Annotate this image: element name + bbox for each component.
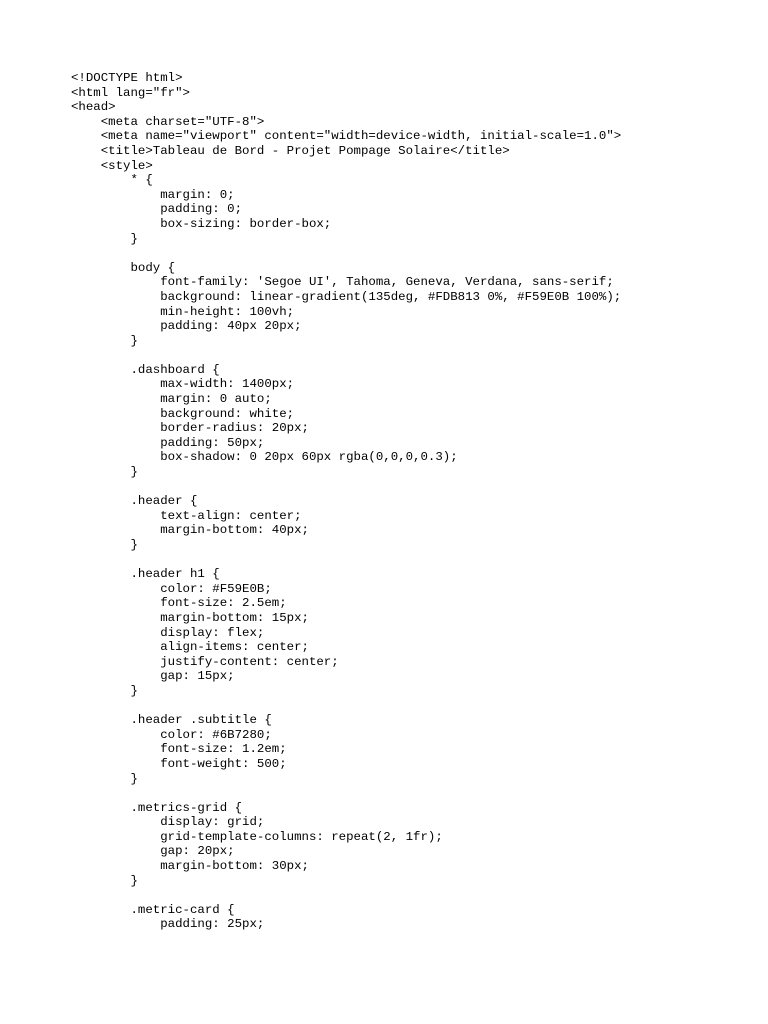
code-line <box>71 786 621 801</box>
code-line: font-family: 'Segoe UI', Tahoma, Geneva, Verdana, sans-serif; <box>71 275 614 290</box>
code-line: border-radius: 20px; <box>71 421 309 436</box>
code-line: font-weight: 500; <box>71 756 287 771</box>
code-line: padding: 25px; <box>71 917 265 932</box>
code-line: } <box>71 771 138 786</box>
code-line: .metrics-grid { <box>71 800 243 815</box>
code-line: font-size: 2.5em; <box>71 596 287 611</box>
code-line: min-height: 100vh; <box>71 304 295 319</box>
code-line: <meta charset="UTF-8"> <box>71 114 265 129</box>
code-line: text-align: center; <box>71 508 302 523</box>
code-line: } <box>71 683 138 698</box>
code-line: padding: 40px 20px; <box>71 319 302 334</box>
code-line: background: linear-gradient(135deg, #FDB813 0%, #F59E0B 100%); <box>71 289 622 304</box>
code-line: box-shadow: 0 20px 60px rgba(0,0,0,0.3); <box>71 450 458 465</box>
code-line <box>71 348 621 363</box>
code-line: <title>Tableau de Bord - Projet Pompage Solaire</title> <box>71 143 510 158</box>
code-line: padding: 0; <box>71 202 243 217</box>
code-line: align-items: center; <box>71 640 309 655</box>
code-line: <head> <box>71 100 116 115</box>
code-line: <meta name="viewport" content="width=device-width, initial-scale=1.0"> <box>71 129 622 144</box>
code-line: body { <box>71 260 176 275</box>
code-line: * { <box>71 173 153 188</box>
code-line: margin-bottom: 40px; <box>71 523 309 538</box>
code-line: grid-template-columns: repeat(2, 1fr); <box>71 829 443 844</box>
code-line: margin-bottom: 15px; <box>71 610 309 625</box>
code-line: box-sizing: border-box; <box>71 216 332 231</box>
code-line <box>71 246 621 261</box>
code-line: padding: 50px; <box>71 435 265 450</box>
code-line <box>71 553 621 568</box>
code-line <box>71 888 621 903</box>
code-line: <!DOCTYPE html> <box>71 71 183 85</box>
code-line: max-width: 1400px; <box>71 377 295 392</box>
code-line: gap: 20px; <box>71 844 235 859</box>
code-line: .dashboard { <box>71 362 220 377</box>
code-line: font-size: 1.2em; <box>71 742 287 757</box>
code-line: justify-content: center; <box>71 654 339 669</box>
code-line <box>71 480 621 495</box>
code-line: } <box>71 465 138 480</box>
code-line: } <box>71 231 138 246</box>
code-line: .header h1 { <box>71 567 220 582</box>
code-line: color: #6B7280; <box>71 727 272 742</box>
code-line: color: #F59E0B; <box>71 581 272 596</box>
code-line: margin: 0 auto; <box>71 392 272 407</box>
code-line: <style> <box>71 158 153 173</box>
code-line: } <box>71 333 138 348</box>
code-line: <html lang="fr"> <box>71 85 190 100</box>
code-line: gap: 15px; <box>71 669 235 684</box>
code-line: } <box>71 873 138 888</box>
code-line <box>71 699 621 714</box>
code-line: background: white; <box>71 406 295 421</box>
code-line: .header .subtitle { <box>71 713 272 728</box>
code-line: } <box>71 538 138 552</box>
code-line: display: grid; <box>71 815 265 830</box>
code-line: display: flex; <box>71 625 265 640</box>
code-line: .header { <box>71 494 198 509</box>
code-line: .metric-card { <box>71 902 235 917</box>
code-listing <box>71 71 621 932</box>
code-line: margin-bottom: 30px; <box>71 859 309 874</box>
code-line: margin: 0; <box>71 187 235 202</box>
